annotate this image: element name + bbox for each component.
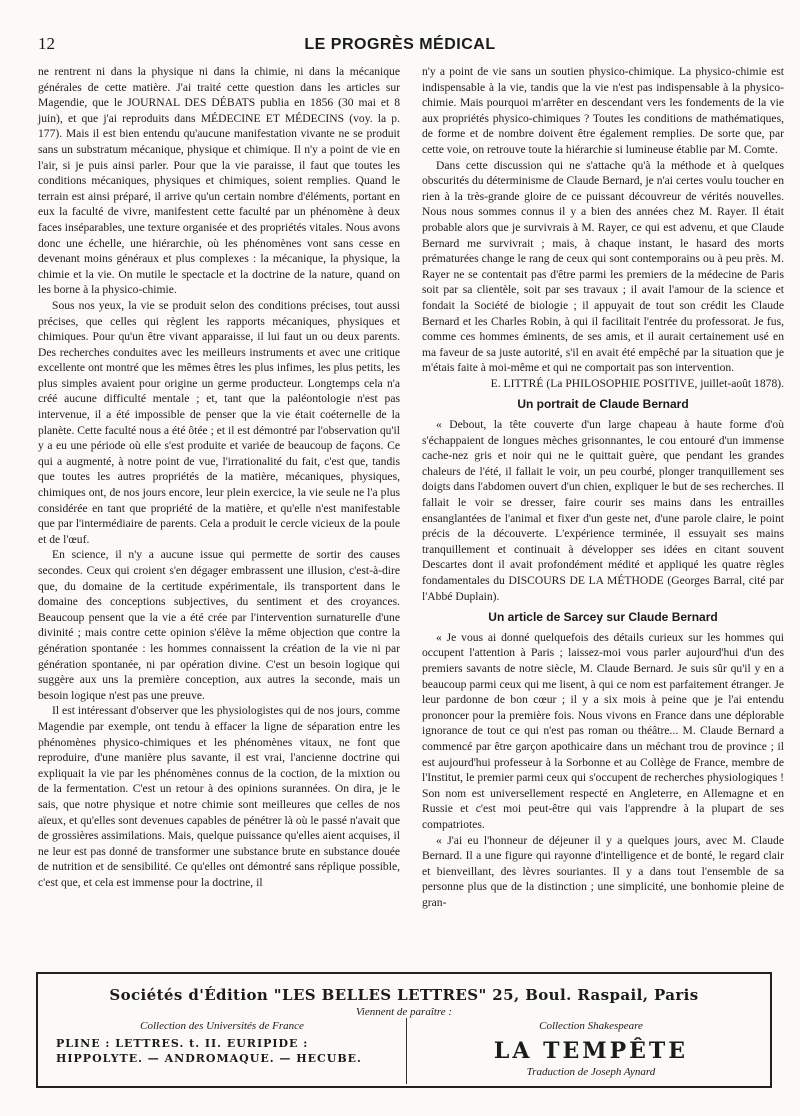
page-number: 12	[38, 34, 55, 53]
section-heading-portrait: Un portrait de Claude Bernard	[517, 397, 689, 412]
paragraph: Sous nos yeux, la vie se produit selon des conditions précises, tout aussi précises, que celles qui règlent les rapports mécaniques, physiques et chimiques. Pour qu'un être vivant apparaisse, il lui faut un ou deux parents. Des recherches conduites avec les meilleurs instruments et avec une critique excellente ont montré que les mêmes êtres les plus infimes, les plus petits, les plus simples avaient pour origine un germe producteur. Longtemps cela n'a créé aucune difficulté mentale ; et, tant que la paléontologie n'est pas intervenue, il a été impossible de penser que la vie était coéternelle de la planète. Cette faculté nous a été ôtée ; et il est démontré par l'observation qu'il y a eu une période où elle s'est produite et variée de beaucoup de façons. Ce qui a augmenté, à notre point de vue, l'irrationalité du fait, c'est que, tandis que toutes les autres propriétés de la matière, mécaniques, physiques, chimiques ont, de nos jours encore, leur plein exercice, la vie seule ne l'a plus considérée en tant que propriété de la matière, et qu'elle n'est manifestable que par l'intermédiaire de parents. Cela a produit le cercle vicieux de la poule et de l'œuf.	[38, 298, 400, 546]
paragraph: « J'ai eu l'honneur de déjeuner il y a quelques jours, avec M. Claude Bernard. Il a une figure qui rayonne d'intelligence et de bonté, le regard clair et bienveillant, des lèvres souriantes. Il y a dans tout l'ensemble de sa personne plus que de la distinction ; une simplicité, une bonhomie pleine de gran-	[422, 833, 784, 909]
ad-right-work: LA TEMPÊTE	[493, 1038, 689, 1064]
ad-right-panel	[406, 1018, 775, 1084]
advertisement-box	[36, 972, 772, 1088]
ad-subtitle: Viennent de paraître :	[355, 1006, 453, 1018]
paragraph: « Je vous ai donné quelquefois des détails curieux sur les hommes qui occupent l'attention à Paris ; laissez-moi vous parler aujourd'hui d'un des premiers savants de notre siècle, M. Claude Bernard. Je suis sûr qu'il y en a beaucoup parmi ceux qui me lisent, à qui ce nom est parfaitement étranger. Je leur pardonne de bon cœur ; il y a six mois à peine que je l'ai entendu prononcer pour la première fois. Nous vivons en France dans une déplorable ignorance de tout ce qui n'est pas roman ou théâtre... M. Claude Bernard a commencé par être garçon apothicaire dans un méchant trou de province ; il est aujourd'hui professeur à la Sorbonne et au Collège de France, membre de l'Institut, le premier parmi ceux qui s'occupent de recherches physiologiques ! Son nom est universellement respecté en Angleterre, en Allemagne et en Russie et c'est moi peut-être qui vais l'apprendre à la plupart de ses compatriotes.	[422, 630, 784, 831]
paragraph: Dans cette discussion qui ne s'attache qu'à la méthode et à quelques obscurités du déterminisme de Claude Bernard, je n'ai certes voulu toucher en rien à la très-grande gloire de ce puissant découvreur de vérités nouvelles. Nous nous sommes connus il y a bien des années chez M. Rayer. Il était probable alors que je survivrais à M. Rayer, ce qui est advenu, et que Claude Bernard me survivrait ; mais, à chaque instant, le hasard des morts prématurées change le rang de ceux qui sont contemporains ou à peu près. M. Rayer ne se contentait pas d'être parmi les premiers de la médecine de Paris soit par sa clientèle, soit par ses travaux ; il avait l'amour de la science et fondait la Société de biologie ; il appuyait de tout son crédit les Claude Bernard et les Charles Robin, à qui il facilitait l'entrée du professorat. Je fus, comme ces hommes éminents, de ses amis, et il aurait certainement usé en ma faveur de sa juste autorité, s'il en avait été empêché par la situation que je m'étais faite à moi-même et qui ne comportait pas son intervention.	[422, 158, 784, 375]
ad-left-collection: Collection des Universités de France	[140, 1020, 304, 1032]
running-title: LE PROGRÈS MÉDICAL	[304, 36, 496, 53]
paragraph: ne rentrent ni dans la physique ni dans la chimie, ni dans la mécanique générales de cette matière. J'ai traité cette question dans les articles sur Magendie, que le JOURNAL DES DÉBATS publia en 1856 (30 mai et 8 juin), et que j'ai reproduits dans MÉDECINE ET MÉDECINS (voy. la p. 177). Mais il est bien entendu qu'aucune manifestation vivante ne se produit sans un substratum mécanique, physique et chimique. Il n'y a point de vie en l'air, si je puis ainsi parler. Pour que la vie paraisse, il faut que toutes les conditions mécaniques, physiques et chimiques, soient remplies. Quand le terrain est ainsi préparé, il arrive qu'un certain nombre d'éléments, portant en eux la faculté de vivre, manifestent cette faculté par un phénomène à deux faces inséparables, une texture organisée et des propriétés vitales. Nous avons donc une échelle, une hiérarchie, où les phénomènes vont sans cesse en devenant moins généraux et plus complexes : la mécanique, la physique, la chimie et la vie. On mutile le spectacle et la doctrine de la nature, quand on les borne à la physico-chimie.	[38, 65, 400, 297]
ad-right-collection: Collection Shakespeare	[539, 1020, 643, 1032]
ad-left-works: PLINE : LETTRES. t. II. EURIPIDE : HIPPOLYTE. — ANDROMAQUE. — HECUBE.	[56, 1037, 362, 1065]
paragraph: En science, il n'y a aucune issue qui permette de sortir des causes secondes. Ceux qui croient s'en dégager embrassent une illusion, c'est-à-dire que, du domaine de la certitude expérimentale, ils transportent dans le domaine des conceptions subjectives, du sentiment et des croyances. Beaucoup pensent que la vie a été crée par l'intervention surnaturelle d'une divinité ; mais contre cette opinion s'élève la même objection que contre la génération spontanée : les hommes connaissent la création de la vie ni par génération spontanée, ni par opération divine. C'est un besoin logique qui suggère aux uns la première conception, aux autres la seconde, mais un besoin logique n'est pas une preuve.	[38, 548, 400, 702]
signature: E. LITTRÉ (La PHILOSOPHIE POSITIVE, juillet-août 1878).	[490, 376, 784, 390]
ad-right-translation: Traduction de Joseph Aynard	[526, 1066, 656, 1078]
left-column	[38, 64, 400, 890]
ad-title: Sociétés d'Édition "LES BELLES LETTRES" 25, Boul. Raspail, Paris	[109, 986, 699, 1004]
section-heading-sarcey: Un article de Sarcey sur Claude Bernard	[488, 610, 718, 625]
paragraph: n'y a point de vie sans un soutien physico-chimique. La physico-chimie est indispensable à la vie, tandis que la vie n'est pas indispensable à la physico-chimie. Mais pourquoi m'arrêter en descendant vers les fondements de la vie aux propriétés physico-chimiques ? Toutes les conditions de mathématiques, de forme et de nombre doivent être également remplies. De sorte que, par cette voie, on retrouve toute la hiérarchie si lumineuse établie par M. Comte.	[422, 65, 784, 156]
paragraph: « Debout, la tête couverte d'un large chapeau à haute forme d'où s'échappaient de longues mèches grisonnantes, le cou entouré d'un immense cache-nez gris et noir qui ne le quittait guère, que pendant les grandes chaleurs de l'été, il fallait le voir, un peu courbé, plonger tranquillement ses doigts dans l'abdomen ouvert d'un chien, expliquer le but de ses recherches. Il fallait le voir se dresser, faire courir ses mains dans les entrailles ensanglantées de l'animal et fixer d'un geste net, d'une parole claire, le point précis de la découverte. L'expérience terminée, il essuyait ses mains tranquillement et continuait à développer ses idées en citant souvent Descartes dont il avait profondément médité et appliqué les quatre règles fondamentales du DISCOURS DE LA MÉTHODE (Georges Barral, cité par l'Abbé Duplain).	[422, 418, 784, 603]
paragraph: Il est intéressant d'observer que les physiologistes qui de nos jours, comme Magendie par exemple, ont tendu à effacer la ligne de séparation entre les phénomènes physico-chimiques et les phénomènes vitaux, ne font que reproduire, d'une manière plus savante, il est vrai, l'ancienne doctrine qui expliquait la vie par les phénomènes connus de la coction, de la mixtion ou de la fermentation. C'est un retour à des opinions surannées. On dira, je le sais, que notre physique et notre chimie sont meilleures que celles de nos aïeux, et qu'elles sont devenues capables de pénétrer là où le passé n'avait que de grossières assimilations. Mais, quelque puissance qu'elles aient acquises, il ne leur est pas donné de transformer une substance brute en substance douée de nutrition et de sensibilité. Ce qu'elles ont démontré sans réplique possible, c'est que, et cela est immense pour la doctrine, il	[38, 704, 400, 889]
ad-left-panel	[38, 1018, 406, 1084]
right-column	[422, 64, 784, 910]
